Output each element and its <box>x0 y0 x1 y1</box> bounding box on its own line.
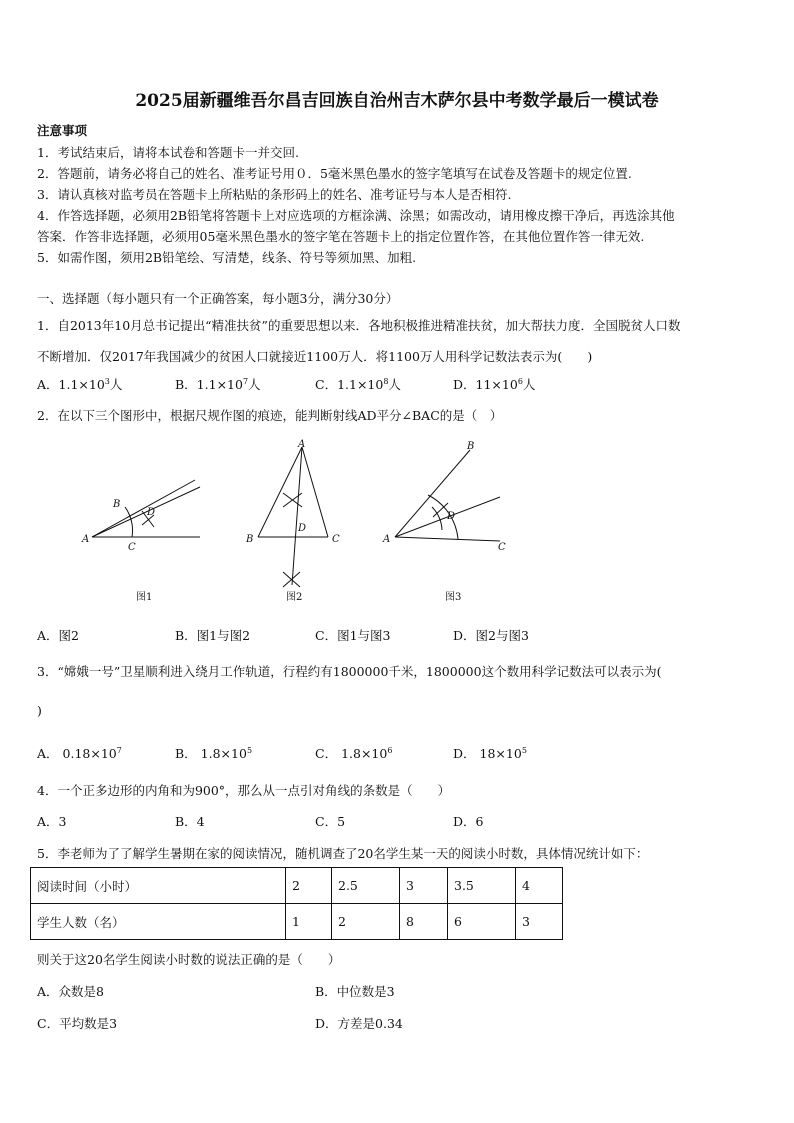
q3-option-c[interactable]: C． $1.8\times 10^6$ <box>315 745 393 761</box>
note-item: 5．如需作图，须用2B铅笔绘、写清楚，线条、符号等须加黑、加粗. <box>37 250 417 265</box>
table-cell: 1 <box>286 904 332 940</box>
fig3-label-a: A <box>383 534 391 545</box>
table-cell: 2 <box>332 904 400 940</box>
q3-option-d[interactable]: D． $18\times 10^5$ <box>453 745 527 761</box>
notes-heading: 注意事项 <box>37 123 88 138</box>
note-item: 答案．作答非选择题，必须用05毫米黑色墨水的签字笔在答题卡上的指定位置作答，在其他位置作答一律无效. <box>37 229 645 244</box>
q4-option-b[interactable]: B．4 <box>175 814 205 829</box>
fig2-label-b: B <box>246 534 254 545</box>
fig1-label-c: C <box>128 542 136 553</box>
q4-option-a[interactable]: A．3 <box>37 814 67 829</box>
fig2-caption: 图2 <box>286 592 303 603</box>
q4-option-c[interactable]: C．5 <box>315 814 346 829</box>
q5-option-b[interactable]: B．中位数是3 <box>315 984 395 999</box>
fig1-label-d: D <box>147 507 156 518</box>
q2-figures <box>80 435 520 610</box>
q5-question: 则关于这20名学生阅读小时数的说法正确的是（ ） <box>37 952 341 967</box>
q2-option-d[interactable]: D．图2与图3 <box>453 628 529 643</box>
q5-option-a[interactable]: A．众数是8 <box>37 984 104 999</box>
note-item: 1．考试结束后，请将本试卷和答题卡一并交回. <box>37 145 299 160</box>
table-cell: 3.5 <box>448 868 516 904</box>
table-cell: 4 <box>516 868 563 904</box>
table-cell: 阅读时间（小时） <box>31 868 286 904</box>
q5-option-c[interactable]: C．平均数是3 <box>37 1016 118 1031</box>
fig1-caption: 图1 <box>136 592 153 603</box>
fig2-label-d: D <box>298 523 307 534</box>
q3-option-a[interactable]: A． $0.18\times 10^7$ <box>37 745 122 761</box>
q2-option-a[interactable]: A．图2 <box>37 628 79 643</box>
q1-option-b[interactable]: B．$1.1\times 10^7$人 <box>175 376 261 392</box>
fig1-label-a: A <box>82 534 90 545</box>
figure-3 <box>382 441 506 553</box>
q2-option-c[interactable]: C．图1与图3 <box>315 628 391 643</box>
q3-stem-line1: 3．“嫦娥一号”卫星顺利进入绕月工作轨道，行程约有1800000千米，1800000这个数用科学记数法可以表示为( <box>37 664 662 679</box>
fig3-label-c: C <box>498 542 506 553</box>
table-cell: 2.5 <box>332 868 400 904</box>
q4-option-d[interactable]: D．6 <box>453 814 484 829</box>
table-row <box>31 904 563 940</box>
fig3-caption: 图3 <box>445 592 462 603</box>
section-heading: 一、选择题（每小题只有一个正确答案，每小题3分，满分30分） <box>37 291 399 306</box>
q1-option-c[interactable]: C．$1.1\times 10^8$人 <box>315 376 401 392</box>
figure-1 <box>81 480 200 553</box>
table-cell: 2 <box>286 868 332 904</box>
page-title: 2025届新疆维吾尔昌吉回族自治州吉木萨尔县中考数学最后一模试卷 <box>135 91 659 111</box>
note-item: 2．答题前，请务必将自己的姓名、准考证号用０．5毫米黑色墨水的签字笔填写在试卷及答题卡的规定位置. <box>37 166 632 181</box>
table-cell: 8 <box>400 904 448 940</box>
q3-option-b[interactable]: B． $1.8\times 10^5$ <box>175 745 253 761</box>
figure-2 <box>245 439 340 587</box>
q2-option-b[interactable]: B．图1与图2 <box>175 628 251 643</box>
table-row <box>31 868 563 904</box>
fig2-label-c: C <box>332 534 340 545</box>
table-cell: 学生人数（名） <box>31 904 286 940</box>
note-item: 4．作答选择题，必须用2B铅笔将答题卡上对应选项的方框涂满、涂黑；如需改动，请用橡皮擦干净后，再选涂其他 <box>37 208 675 223</box>
fig3-label-b: B <box>467 441 475 452</box>
q1-option-d[interactable]: D．$11\times 10^6$人 <box>453 376 536 392</box>
fig1-label-b: B <box>113 499 121 510</box>
fig3-label-d: D <box>447 511 456 522</box>
q4-stem: 4．一个正多边形的内角和为900°，那么从一点引对角线的条数是（ ） <box>37 783 451 798</box>
table-cell: 3 <box>516 904 563 940</box>
q2-stem: 2．在以下三个图形中，根据尺规作图的痕迹，能判断射线AD平分∠BAC的是（ ） <box>37 408 503 423</box>
q1-option-a[interactable]: A．$1.1\times 10^3$人 <box>37 376 123 392</box>
q3-stem-line2: ) <box>37 703 42 718</box>
q5-stem: 5．李老师为了了解学生暑期在家的阅读情况，随机调查了20名学生某一天的阅读小时数，具体情况统计如下： <box>37 846 649 861</box>
q1-stem-line2: 不断增加．仅2017年我国减少的贫困人口就接近1100万人．将1100万人用科学记数法表示为( ) <box>37 349 593 364</box>
q5-table <box>30 867 563 940</box>
q5-option-d[interactable]: D．方差是0.34 <box>315 1016 403 1031</box>
q1-stem-line1: 1．自2013年10月总书记提出“精准扶贫”的重要思想以来．各地积极推进精准扶贫，加大帮扶力度．全国脱贫人口数 <box>37 318 681 333</box>
table-cell: 6 <box>448 904 516 940</box>
fig2-label-a: A <box>298 439 306 450</box>
note-item: 3．请认真核对监考员在答题卡上所粘贴的条形码上的姓名、准考证号与本人是否相符. <box>37 187 512 202</box>
table-cell: 3 <box>400 868 448 904</box>
